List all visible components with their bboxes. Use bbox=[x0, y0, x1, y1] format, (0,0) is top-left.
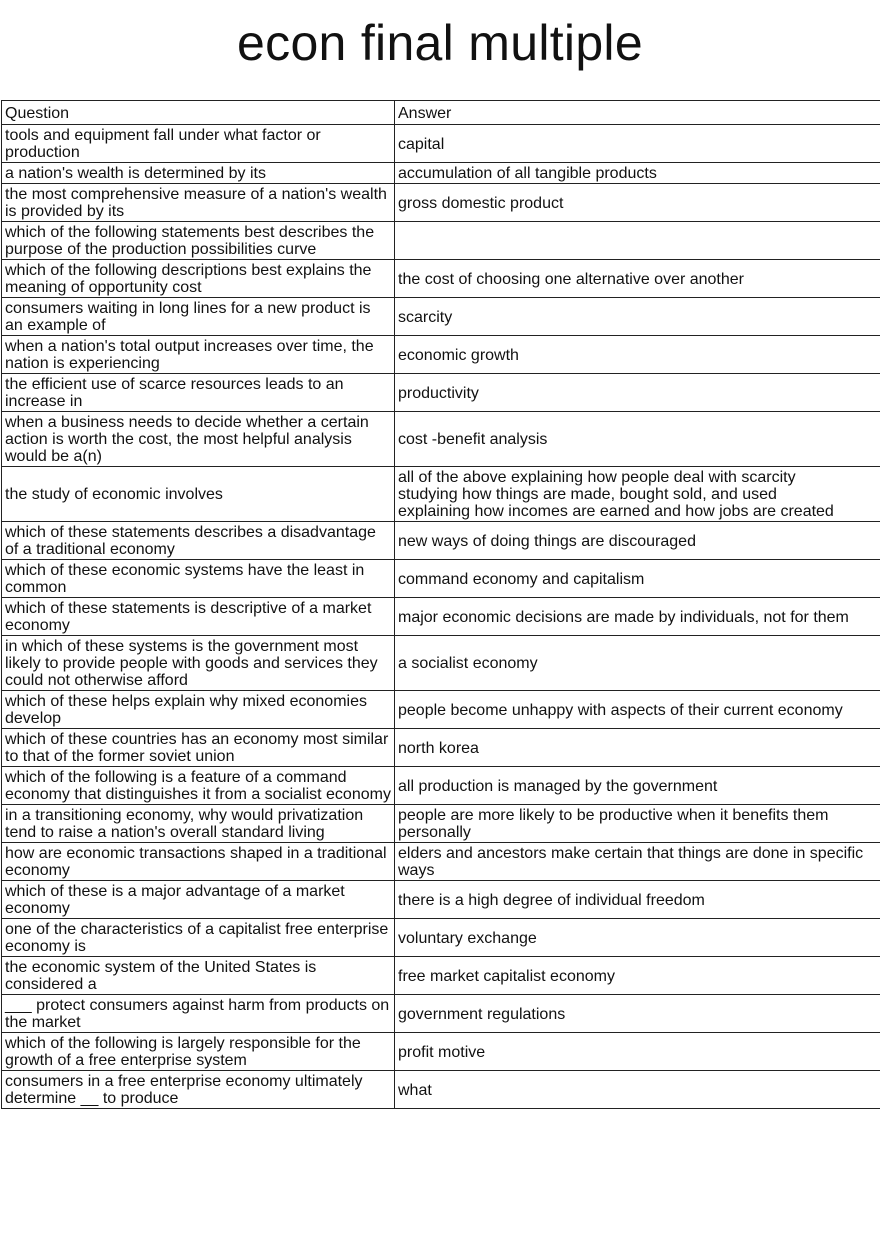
question-cell: consumers in a free enterprise economy ultimately determine __ to produce bbox=[2, 1071, 395, 1109]
answer-cell: a socialist economy bbox=[395, 636, 880, 691]
question-cell: in which of these systems is the government most likely to provide people with goods and services they could not otherwise afford bbox=[2, 636, 395, 691]
qa-table-body bbox=[2, 125, 880, 1109]
question-cell: the study of economic involves bbox=[2, 467, 395, 522]
question-cell: tools and equipment fall under what factor or production bbox=[2, 125, 395, 163]
table-row bbox=[2, 184, 880, 222]
table-row bbox=[2, 125, 880, 163]
answer-cell: command economy and capitalism bbox=[395, 560, 880, 598]
table-row bbox=[2, 298, 880, 336]
table-row bbox=[2, 843, 880, 881]
table-row bbox=[2, 805, 880, 843]
answer-cell: gross domestic product bbox=[395, 184, 880, 222]
answer-cell: cost -benefit analysis bbox=[395, 412, 880, 467]
question-cell: in a transitioning economy, why would privatization tend to raise a nation's overall standard living bbox=[2, 805, 395, 843]
table-row bbox=[2, 881, 880, 919]
table-row bbox=[2, 412, 880, 467]
table-row bbox=[2, 767, 880, 805]
answer-cell: scarcity bbox=[395, 298, 880, 336]
answer-cell: voluntary exchange bbox=[395, 919, 880, 957]
table-row bbox=[2, 729, 880, 767]
answer-cell: accumulation of all tangible products bbox=[395, 163, 880, 184]
question-cell: one of the characteristics of a capitalist free enterprise economy is bbox=[2, 919, 395, 957]
question-cell: consumers waiting in long lines for a new product is an example of bbox=[2, 298, 395, 336]
answer-cell: capital bbox=[395, 125, 880, 163]
question-cell: which of these helps explain why mixed economies develop bbox=[2, 691, 395, 729]
question-cell: which of these statements is descriptive of a market economy bbox=[2, 598, 395, 636]
page-title: econ final multiple bbox=[237, 15, 643, 71]
answer-cell: all of the above explaining how people deal with scarcity studying how things are made, bought sold, and used explaining how incomes are earned and how jobs are created bbox=[395, 467, 880, 522]
answer-cell bbox=[395, 222, 880, 260]
question-cell: when a business needs to decide whether a certain action is worth the cost, the most helpful analysis would be a(n) bbox=[2, 412, 395, 467]
table-row bbox=[2, 560, 880, 598]
table-row bbox=[2, 598, 880, 636]
question-cell: a nation's wealth is determined by its bbox=[2, 163, 395, 184]
question-cell: how are economic transactions shaped in a traditional economy bbox=[2, 843, 395, 881]
answer-cell: new ways of doing things are discouraged bbox=[395, 522, 880, 560]
table-row bbox=[2, 163, 880, 184]
answer-cell: economic growth bbox=[395, 336, 880, 374]
table-row bbox=[2, 260, 880, 298]
question-cell: which of these statements describes a disadvantage of a traditional economy bbox=[2, 522, 395, 560]
table-row bbox=[2, 222, 880, 260]
question-column-header: Question bbox=[2, 101, 395, 125]
table-row bbox=[2, 691, 880, 729]
answer-cell: major economic decisions are made by individuals, not for them bbox=[395, 598, 880, 636]
answer-cell: people become unhappy with aspects of their current economy bbox=[395, 691, 880, 729]
question-cell: which of the following is a feature of a command economy that distinguishes it from a socialist economy bbox=[2, 767, 395, 805]
question-cell: the economic system of the United States is considered a bbox=[2, 957, 395, 995]
answer-cell: the cost of choosing one alternative over another bbox=[395, 260, 880, 298]
answer-cell: free market capitalist economy bbox=[395, 957, 880, 995]
table-row bbox=[2, 957, 880, 995]
answer-cell: government regulations bbox=[395, 995, 880, 1033]
question-cell: the most comprehensive measure of a nation's wealth is provided by its bbox=[2, 184, 395, 222]
question-cell: which of the following descriptions best explains the meaning of opportunity cost bbox=[2, 260, 395, 298]
answer-cell: all production is managed by the government bbox=[395, 767, 880, 805]
table-row bbox=[2, 336, 880, 374]
answer-cell: elders and ancestors make certain that things are done in specific ways bbox=[395, 843, 880, 881]
table-row bbox=[2, 995, 880, 1033]
answer-cell: profit motive bbox=[395, 1033, 880, 1071]
table-row bbox=[2, 1033, 880, 1071]
question-cell: ___ protect consumers against harm from products on the market bbox=[2, 995, 395, 1033]
table-row bbox=[2, 1071, 880, 1109]
answer-cell: north korea bbox=[395, 729, 880, 767]
question-cell: which of these countries has an economy most similar to that of the former soviet union bbox=[2, 729, 395, 767]
qa-table bbox=[1, 100, 880, 1109]
answer-cell: productivity bbox=[395, 374, 880, 412]
table-row bbox=[2, 919, 880, 957]
table-row bbox=[2, 374, 880, 412]
answer-cell: people are more likely to be productive when it benefits them personally bbox=[395, 805, 880, 843]
answer-cell: there is a high degree of individual freedom bbox=[395, 881, 880, 919]
table-row bbox=[2, 636, 880, 691]
question-cell: which of the following is largely responsible for the growth of a free enterprise system bbox=[2, 1033, 395, 1071]
question-cell: when a nation's total output increases over time, the nation is experiencing bbox=[2, 336, 395, 374]
question-cell: which of the following statements best describes the purpose of the production possibilities curve bbox=[2, 222, 395, 260]
question-cell: the efficient use of scarce resources leads to an increase in bbox=[2, 374, 395, 412]
table-row bbox=[2, 522, 880, 560]
question-cell: which of these economic systems have the least in common bbox=[2, 560, 395, 598]
answer-column-header: Answer bbox=[395, 101, 880, 125]
table-row bbox=[2, 467, 880, 522]
header-row bbox=[2, 101, 880, 125]
question-cell: which of these is a major advantage of a market economy bbox=[2, 881, 395, 919]
answer-cell: what bbox=[395, 1071, 880, 1109]
